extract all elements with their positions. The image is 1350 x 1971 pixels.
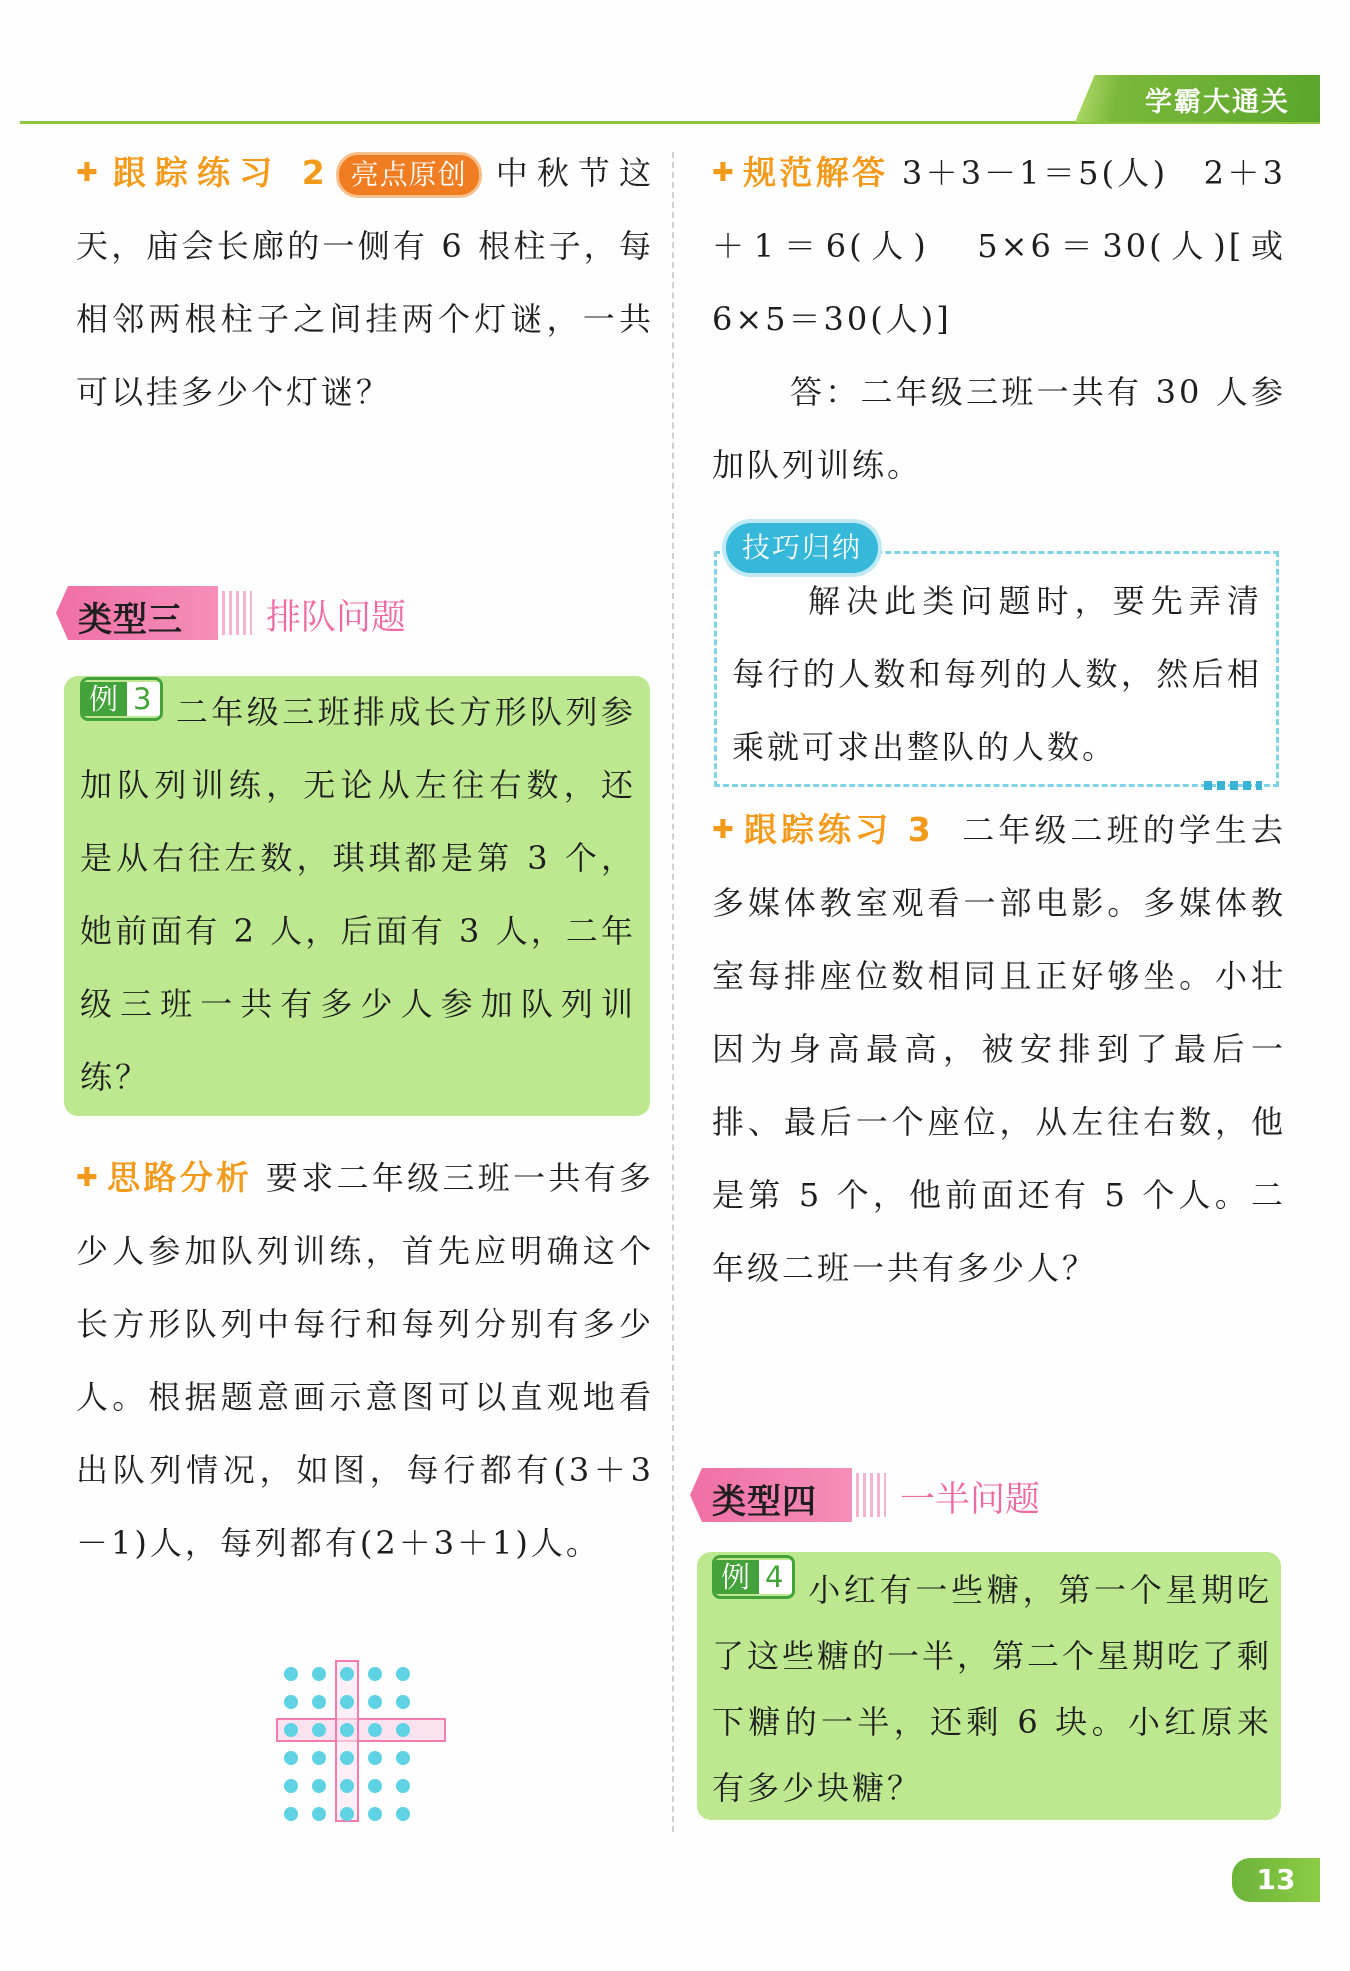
diagram-dot xyxy=(396,1723,410,1737)
diagram-dot xyxy=(312,1695,326,1709)
example-3-text: 二年级三班排成长方形队列参加队列训练，无论从左往右数，还是从右往左数，琪琪都是第 3 个，她前面有 2 人，后面有 3 人，二年级三班一共有多少人参加队列训练？ xyxy=(80,693,636,1096)
diagram-dot xyxy=(340,1723,354,1737)
diagram-dot xyxy=(284,1779,298,1793)
diagram-dot xyxy=(312,1779,326,1793)
plus-icon: ✚ xyxy=(76,158,107,188)
diagram-dot xyxy=(396,1667,410,1681)
highlight-row xyxy=(277,1719,445,1741)
type-4-name: 类型四 xyxy=(712,1482,817,1522)
type-3-name: 类型三 xyxy=(78,600,183,640)
practice-2-text: 中秋节这天，庙会长廊的一侧有 6 根柱子，每相邻两根柱子之间挂两个灯谜，一共可以挂多少个灯谜？ xyxy=(76,154,654,411)
diagram-dot xyxy=(368,1751,382,1765)
page-number: 13 xyxy=(1232,1858,1320,1902)
type-tag-stripes xyxy=(856,1473,886,1517)
practice-3-label: ✚ 跟踪练习 3 xyxy=(712,810,934,849)
diagram-dot xyxy=(340,1695,354,1709)
analysis xyxy=(76,1141,654,1580)
type-4-topic: 一半问题 xyxy=(900,1480,1041,1520)
highlight-column xyxy=(336,1661,358,1821)
original-badge: 亮点原创 xyxy=(336,152,482,198)
type-tag-stripes xyxy=(222,591,252,635)
tip-title: 技巧归纳 xyxy=(726,523,878,573)
practice-2 xyxy=(76,136,654,429)
plus-icon: ✚ xyxy=(712,158,738,188)
diagram-dot xyxy=(312,1807,326,1821)
example-4 xyxy=(712,1555,1272,1821)
diagram-dot xyxy=(396,1779,410,1793)
diagram-dot xyxy=(368,1779,382,1793)
diagram-dot xyxy=(284,1723,298,1737)
diagram-dot xyxy=(368,1807,382,1821)
diagram-dot xyxy=(312,1723,326,1737)
analysis-label: ✚ 思路分析 xyxy=(76,1158,253,1197)
tip-text: 解决此类问题时，要先弄清每行的人数和每列的人数，然后相乘就可求出整队的人数。 xyxy=(732,582,1262,766)
diagram-dot xyxy=(284,1695,298,1709)
diagram-dot xyxy=(284,1751,298,1765)
solution-answer: 答：二年级三班一共有 30 人参加队列训练。 xyxy=(712,373,1286,484)
example-3 xyxy=(80,676,636,1114)
diagram-dot xyxy=(340,1751,354,1765)
example-4-badge: 例 4 xyxy=(712,1555,795,1599)
plus-icon: ✚ xyxy=(712,815,738,845)
diagram-dot xyxy=(340,1779,354,1793)
type-3-topic: 排队问题 xyxy=(266,598,407,638)
solution-text: 3＋3－1＝5(人) 2＋3＋1＝6(人) 5×6＝30(人)[或 6×5＝30(人)] xyxy=(712,154,1286,338)
example-3-badge: 例 3 xyxy=(80,677,163,721)
example-4-text: 小红有一些糖，第一个星期吃了这些糖的一半，第二个星期吃了剩下糖的一半，还剩 6 块。小红原来有多少块糖？ xyxy=(712,1571,1273,1807)
queue-dot-diagram xyxy=(275,1660,447,1822)
diagram-dot xyxy=(312,1751,326,1765)
column-divider xyxy=(672,152,674,1832)
diagram-dot xyxy=(340,1667,354,1681)
diagram-dot xyxy=(396,1695,410,1709)
practice-3-text: 二年级二班的学生去多媒体教室观看一部电影。多媒体教室每排座位数相同且正好够坐。小壮因为身高最高，被安排到了最后一排、最后一个座位，从左往右数，他是第 5 个，他前面还有 5 个人。二年级二班一共有多少人？ xyxy=(712,811,1286,1287)
solution xyxy=(712,136,1286,356)
diagram-dot xyxy=(396,1807,410,1821)
type-4-tag xyxy=(690,1468,1110,1522)
solution-label: ✚ 规范解答 xyxy=(712,153,889,192)
diagram-dot xyxy=(368,1667,382,1681)
diagram-dot xyxy=(368,1723,382,1737)
diagram-dot xyxy=(340,1807,354,1821)
practice-3 xyxy=(712,793,1286,1305)
diagram-dot xyxy=(312,1667,326,1681)
diagram-dot xyxy=(284,1667,298,1681)
type-3-tag xyxy=(56,586,476,640)
analysis-text: 要求二年级三班一共有多少人参加队列训练，首先应明确这个长方形队列中每行和每列分别有多少人。根据题意画示意图可以直观地看出队列情况，如图，每行都有(3＋3－1)人，每列都有(2＋3＋1)人。 xyxy=(76,1159,655,1562)
diagram-dot xyxy=(284,1807,298,1821)
header-title: 学霸大通关 xyxy=(1145,87,1290,118)
diagram-dot xyxy=(368,1695,382,1709)
diagram-dot xyxy=(396,1751,410,1765)
plus-icon: ✚ xyxy=(76,1163,102,1193)
practice-2-label: ✚ 跟踪练习 2 xyxy=(76,153,328,192)
